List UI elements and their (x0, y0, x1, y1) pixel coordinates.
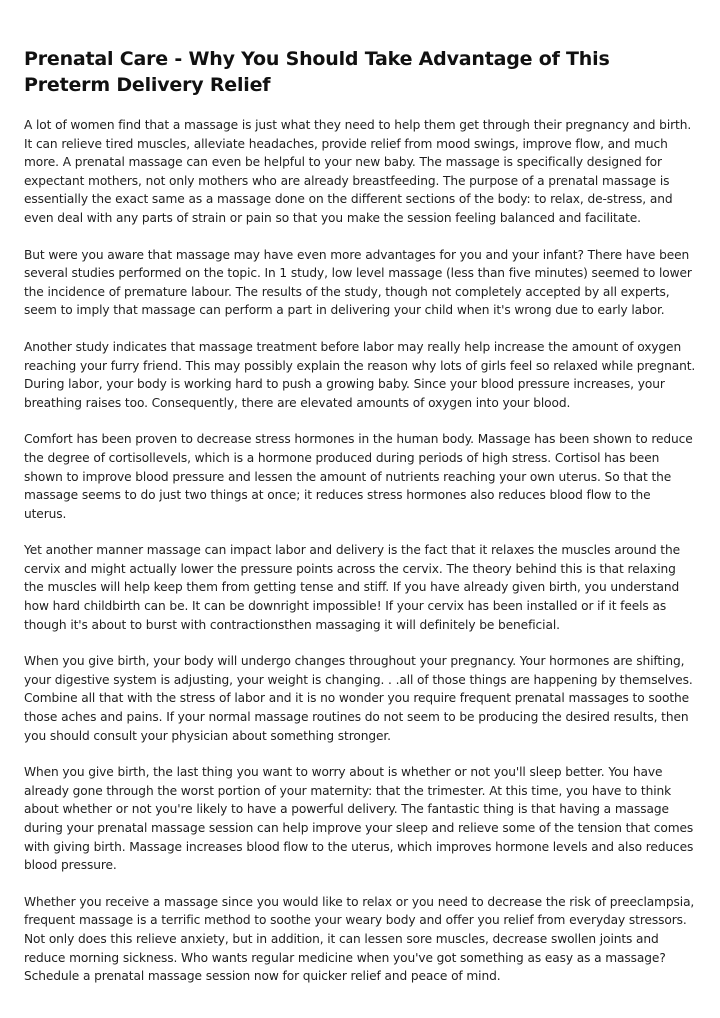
article-title: Prenatal Care - Why You Should Take Advantage of This Preterm Delivery Relief (24, 48, 610, 96)
paragraph-1: A lot of women find that a massage is just what they need to help them get through their pregnancy and birth. It can relieve tired muscles, alleviate headaches, provide relief from mood swings, improve flow, and much more. A prenatal massage can even be helpful to your new baby. The massage is specifically designed for expectant mothers, not only mothers who are already breastfeeding. The purpose of a prenatal massage is essentially the exact same as a massage done on the different sections of the body: to relax, de-stress, and even deal with any parts of strain or pain so that you make the session feeling balanced and facilitate. (24, 118, 692, 225)
paragraph-3: Another study indicates that massage treatment before labor may really help increase the amount of oxygen reaching your furry friend. This may possibly explain the reason why lots of girls feel so relaxed while pregnant. During labor, your body is working hard to push a growing baby. Since your blood pressure increases, your breathing raises too. Consequently, there are elevated amounts of oxygen into your blood. (24, 339, 696, 410)
paragraph-6: When you give birth, your body will undergo changes throughout your pregnancy. Your hormones are shifting, your digestive system is adjusting, your weight is changing. . .all of those things are happening by themselves. Combine all that with the stress of labor and it is no wonder you require frequent prenatal massages to soothe those aches and pains. If your normal massage routines do not seem to be producing the desired results, then you should consult your physician about something stronger. (24, 654, 693, 743)
paragraph-7: When you give birth, the last thing you want to worry about is whether or not you'll sleep better. You have already gone through the worst portion of your maternity: that the trimester. At this time, you have to think about whether or not you're likely to have a powerful delivery. The fantastic thing is that having a massage during your prenatal massage session can help improve your sleep and relieve some of the tension that comes with giving birth. Massage increases blood flow to the uterus, which improves hormone levels and also reduces blood pressure. (24, 765, 694, 873)
paragraph-5: Yet another manner massage can impact labor and delivery is the fact that it relaxes the muscles around the cervix and might actually lower the pressure points across the cervix. The theory behind this is that relaxing the muscles will help keep them from getting tense and stiff. If you have already given birth, you understand how hard childbirth can be. It can be downright impossible! If your cervix has been installed or if it feels as though it's about to burst with contractionsthen massaging it will definitely be beneficial. (24, 543, 681, 632)
paragraph-2: But were you aware that massage may have even more advantages for you and your infant? There have been several studies performed on the topic. In 1 study, low level massage (less than five minutes) seemed to lower the incidence of premature labour. The results of the study, though not completely accepted by all experts, seem to imply that massage can perform a part in delivering your child when it's wrong due to early labor. (24, 247, 692, 318)
paragraph-8: Whether you receive a massage since you would like to relax or you need to decrease the risk of preeclampsia, frequent massage is a terrific method to soothe your weary body and offer you relief from everyday stressors. Not only does this relieve anxiety, but in addition, it can lessen sore muscles, decrease swollen joints and reduce morning sickness. Who wants regular medicine when you've got something as easy as a massage? Schedule a prenatal massage session now for quicker relief and peace of mind. (24, 894, 695, 984)
paragraph-4: Comfort has been proven to decrease stress hormones in the human body. Massage has been shown to reduce the degree of cortisollevels, which is a hormone produced during periods of high stress. Cortisol has been shown to improve blood pressure and lessen the amount of nutrients reaching your own uterus. So that the massage seems to do just two things at once; it reduces stress hormones also reduces blood flow to the uterus. (24, 432, 693, 521)
